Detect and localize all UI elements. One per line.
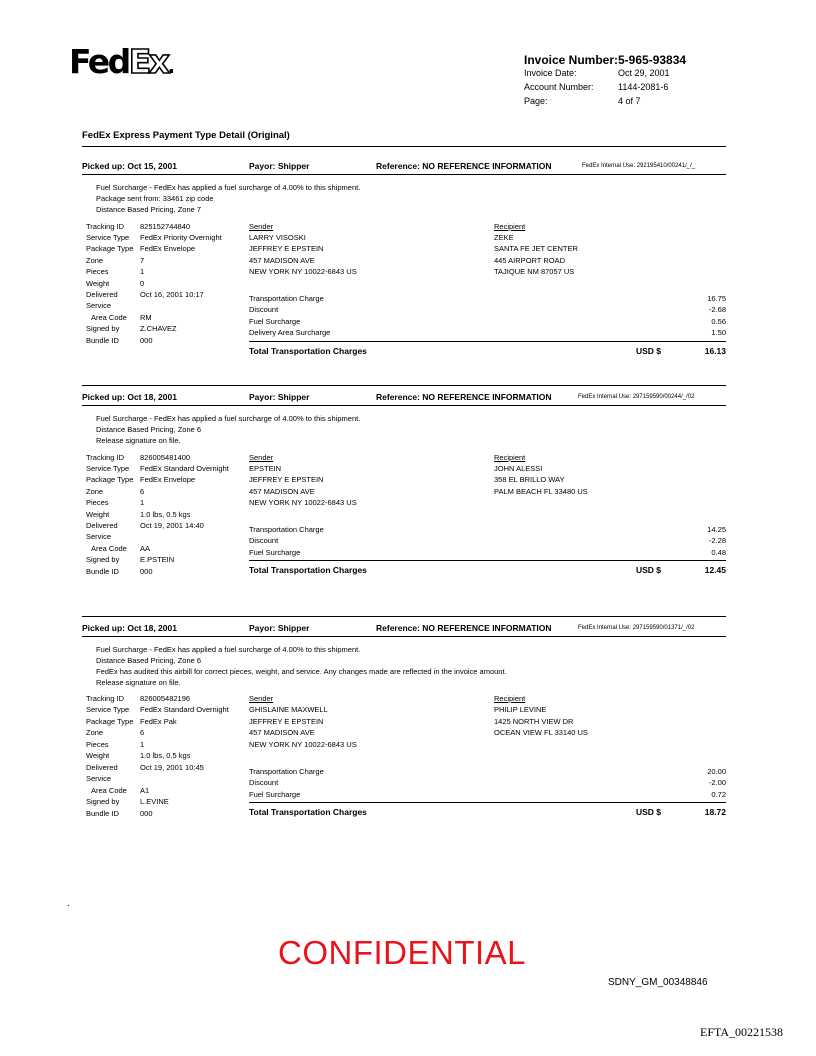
sender-label: Sender <box>249 694 274 703</box>
charge-amount: 1.50 <box>711 328 726 337</box>
total-label: Total Transportation Charges <box>249 807 367 817</box>
service-type-label: Service Type <box>86 233 130 242</box>
signed-by: E.PSTEIN <box>140 555 175 564</box>
internal-use: FedEx Internal Use: 297159590/00244/_/02 <box>578 394 695 400</box>
invoice-number-label: Invoice Number: <box>524 53 619 67</box>
internal-use: FedEx Internal Use: 297159590/01371/_/02 <box>578 625 695 631</box>
signed-by-label: Signed by <box>86 324 120 333</box>
sender-label: Sender <box>249 453 274 462</box>
zone: 7 <box>140 256 145 265</box>
charge-label: Fuel Surcharge <box>249 317 301 326</box>
charge-label: Fuel Surcharge <box>249 548 301 557</box>
section-divider <box>82 146 726 147</box>
signed-by: L.EVINE <box>140 797 169 806</box>
charge-amount: -2.00 <box>708 778 726 787</box>
sender-line: 457 MADISON AVE <box>249 487 315 496</box>
payor: Payor: Shipper <box>249 623 310 633</box>
note: Package sent from: 33461 zip code <box>96 194 214 203</box>
charges-divider <box>249 802 726 803</box>
tracking-id-label: Tracking ID <box>86 222 125 231</box>
bundle-id-label: Bundle ID <box>86 809 119 818</box>
service-type: FedEx Standard Overnight <box>140 705 229 714</box>
shipment-divider <box>82 636 726 637</box>
weight-label: Weight <box>86 279 110 288</box>
pieces-label: Pieces <box>86 267 109 276</box>
service-type-label: Service Type <box>86 705 130 714</box>
package-type-label: Package Type <box>86 244 134 253</box>
fedex-logo <box>69 42 176 81</box>
recipient-label: Recipient <box>494 694 526 703</box>
recipient-line: ZEKE <box>494 233 514 242</box>
tracking-id: 826005482196 <box>140 694 191 703</box>
total-amount: 12.45 <box>704 565 726 575</box>
service-type-label: Service Type <box>86 464 130 473</box>
charges-divider <box>249 341 726 342</box>
zone-label: Zone <box>86 728 104 737</box>
delivered: Oct 16, 2001 10:17 <box>140 290 204 299</box>
weight: 1.0 lbs, 0.5 kgs <box>140 510 191 519</box>
service-label: Service <box>86 532 112 541</box>
service-label: Service <box>86 301 112 310</box>
charge-amount: -2.28 <box>708 536 726 545</box>
currency: USD $ <box>636 346 662 356</box>
area-code-label: Area Code <box>91 786 127 795</box>
note: Distance Based Pricing, Zone 6 <box>96 425 202 434</box>
reference: Reference: NO REFERENCE INFORMATION <box>376 392 552 402</box>
tracking-id-label: Tracking ID <box>86 694 125 703</box>
internal-use: FedEx Internal Use: 292195410/00241/_/_ <box>582 163 696 169</box>
total-label: Total Transportation Charges <box>249 346 367 356</box>
charge-amount: 14.25 <box>707 525 726 534</box>
bundle-id-label: Bundle ID <box>86 567 119 576</box>
delivered-label: Delivered <box>86 290 118 299</box>
delivered-label: Delivered <box>86 763 118 772</box>
note: Distance Based Pricing, Zone 7 <box>96 205 202 214</box>
pieces-label: Pieces <box>86 498 109 507</box>
recipient-line: OCEAN VIEW FL 33140 US <box>494 728 588 737</box>
zone-label: Zone <box>86 256 104 265</box>
logo-ex: Ex <box>128 42 168 81</box>
bundle-id: 000 <box>140 567 153 576</box>
charge-label: Transportation Charge <box>249 767 324 776</box>
account-number: 1144-2081-6 <box>618 82 669 92</box>
area-code: RM <box>140 313 152 322</box>
pieces: 1 <box>140 740 145 749</box>
payor: Payor: Shipper <box>249 392 310 402</box>
area-code: AA <box>140 544 151 553</box>
bates-number: SDNY_GM_00348846 <box>608 977 708 988</box>
charge-label: Discount <box>249 305 279 314</box>
total-amount: 18.72 <box>704 807 726 817</box>
charge-amount: -2.68 <box>708 305 726 314</box>
picked-up: Picked up: Oct 18, 2001 <box>82 623 177 633</box>
recipient-line: 445 AIRPORT ROAD <box>494 256 566 265</box>
zone-label: Zone <box>86 487 104 496</box>
charge-amount: 20.00 <box>707 767 726 776</box>
reference: Reference: NO REFERENCE INFORMATION <box>376 623 552 633</box>
delivered-label: Delivered <box>86 521 118 530</box>
pieces: 1 <box>140 498 145 507</box>
shipment-top-divider <box>82 385 726 386</box>
note: Fuel Surcharge - FedEx has applied a fuel surcharge of 4.00% to this shipment. <box>96 183 361 192</box>
tracking-id: 826005481400 <box>140 453 191 462</box>
charges-divider <box>249 560 726 561</box>
sender-line: JEFFREY E EPSTEIN <box>249 717 324 726</box>
area-code: A1 <box>140 786 150 795</box>
recipient-line: JOHN ALESSI <box>494 464 543 473</box>
signed-by-label: Signed by <box>86 555 120 564</box>
sender-line: LARRY VISOSKI <box>249 233 306 242</box>
package-type: FedEx Envelope <box>140 475 196 484</box>
sender-line: NEW YORK NY 10022-6843 US <box>249 498 357 507</box>
recipient-line: SANTA FE JET CENTER <box>494 244 578 253</box>
area-code-label: Area Code <box>91 313 127 322</box>
package-type-label: Package Type <box>86 475 134 484</box>
delivered: Oct 19, 2001 14:40 <box>140 521 204 530</box>
total-label: Total Transportation Charges <box>249 565 367 575</box>
recipient-line: TAJIQUE NM 87057 US <box>494 267 575 276</box>
bundle-id: 000 <box>140 336 153 345</box>
sender-line: JEFFREY E EPSTEIN <box>249 244 324 253</box>
page-label: Page: <box>524 96 548 106</box>
stray-mark: . <box>67 898 70 909</box>
sender-line: NEW YORK NY 10022-6843 US <box>249 267 357 276</box>
invoice-date-label: Invoice Date: <box>524 68 577 78</box>
shipment-top-divider <box>82 616 726 617</box>
area-code-label: Area Code <box>91 544 127 553</box>
payor: Payor: Shipper <box>249 161 310 171</box>
bundle-id: 000 <box>140 809 153 818</box>
shipment-divider <box>82 405 726 406</box>
note: Fuel Surcharge - FedEx has applied a fuel surcharge of 4.00% to this shipment. <box>96 645 361 654</box>
currency: USD $ <box>636 807 662 817</box>
tracking-id-label: Tracking ID <box>86 453 125 462</box>
recipient-label: Recipient <box>494 453 526 462</box>
logo-dot: . <box>167 54 176 78</box>
sender-line: EPSTEIN <box>249 464 282 473</box>
charge-amount: 0.48 <box>711 548 726 557</box>
charge-label: Transportation Charge <box>249 294 324 303</box>
confidential-stamp: CONFIDENTIAL <box>278 934 527 971</box>
reference: Reference: NO REFERENCE INFORMATION <box>376 161 552 171</box>
pieces: 1 <box>140 267 145 276</box>
recipient-line: 1425 NORTH VIEW DR <box>494 717 574 726</box>
efta-number: EFTA_00221538 <box>700 1025 784 1039</box>
recipient-line: PHILIP LEVINE <box>494 705 547 714</box>
weight: 0 <box>140 279 145 288</box>
account-number-label: Account Number: <box>524 82 594 92</box>
delivered: Oct 19, 2001 10:45 <box>140 763 204 772</box>
invoice-date: Oct 29, 2001 <box>618 68 670 78</box>
sender-label: Sender <box>249 222 274 231</box>
charge-label: Transportation Charge <box>249 525 324 534</box>
charge-amount: 0.72 <box>711 790 726 799</box>
logo-fed: Fed <box>69 42 129 81</box>
charge-label: Fuel Surcharge <box>249 790 301 799</box>
weight: 1.0 lbs, 0.5 kgs <box>140 751 191 760</box>
recipient-line: PALM BEACH FL 33480 US <box>494 487 588 496</box>
note: FedEx has audited this airbill for correct pieces, weight, and service. Any changes made are reflected in the invoice amount. <box>96 667 507 676</box>
charge-label: Delivery Area Surcharge <box>249 328 331 337</box>
sender-line: 457 MADISON AVE <box>249 728 315 737</box>
service-type: FedEx Standard Overnight <box>140 464 229 473</box>
recipient-line: 358 EL BRILLO WAY <box>494 475 565 484</box>
picked-up: Picked up: Oct 18, 2001 <box>82 392 177 402</box>
sender-line: 457 MADISON AVE <box>249 256 315 265</box>
invoice-number: 5-965-93834 <box>618 53 687 67</box>
charge-label: Discount <box>249 778 279 787</box>
total-amount: 16.13 <box>704 346 726 356</box>
zone: 6 <box>140 728 145 737</box>
shipment-divider <box>82 174 726 175</box>
tracking-id: 825152744840 <box>140 222 191 231</box>
note: Fuel Surcharge - FedEx has applied a fuel surcharge of 4.00% to this shipment. <box>96 414 361 423</box>
package-type: FedEx Envelope <box>140 244 196 253</box>
note: Release signature on file. <box>96 436 181 445</box>
signed-by: Z.CHAVEZ <box>140 324 177 333</box>
signed-by-label: Signed by <box>86 797 120 806</box>
page-number: 4 of 7 <box>618 96 641 106</box>
bundle-id-label: Bundle ID <box>86 336 119 345</box>
service-type: FedEx Priority Overnight <box>140 233 222 242</box>
service-label: Service <box>86 774 112 783</box>
charge-label: Discount <box>249 536 279 545</box>
sender-line: NEW YORK NY 10022-6843 US <box>249 740 357 749</box>
package-type: FedEx Pak <box>140 717 177 726</box>
charge-amount: 0.56 <box>711 317 726 326</box>
package-type-label: Package Type <box>86 717 134 726</box>
charge-amount: 16.75 <box>707 294 726 303</box>
weight-label: Weight <box>86 510 110 519</box>
section-title: FedEx Express Payment Type Detail (Original) <box>82 130 290 141</box>
pieces-label: Pieces <box>86 740 109 749</box>
note: Distance Based Pricing, Zone 6 <box>96 656 202 665</box>
currency: USD $ <box>636 565 662 575</box>
sender-line: GHISLAINE MAXWELL <box>249 705 328 714</box>
sender-line: JEFFREY E EPSTEIN <box>249 475 324 484</box>
recipient-label: Recipient <box>494 222 526 231</box>
note: Release signature on file. <box>96 678 181 687</box>
picked-up: Picked up: Oct 15, 2001 <box>82 161 177 171</box>
weight-label: Weight <box>86 751 110 760</box>
zone: 6 <box>140 487 145 496</box>
